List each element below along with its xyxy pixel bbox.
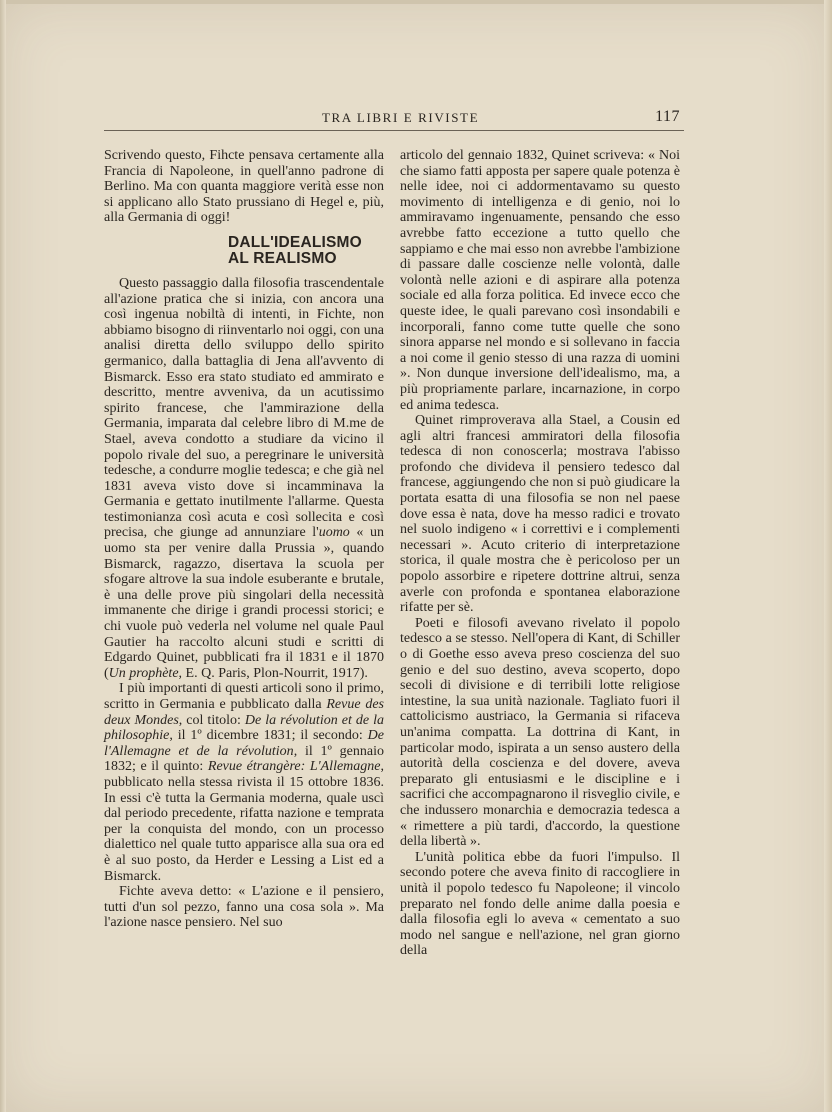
paragraph [104, 276, 384, 681]
paragraph: articolo del gennaio 1832, Quinet scriveva: « Noi che siamo fatti apposta per sapere quale potenza è nelle idee, noi ci addormentavamo su questo movimento di intelligenza e di genio, noi lo ammiravamo ingenuamente, pensando che esso avrebbe fatto eccezione a tutto quello che sappiamo e che mai esso non avrebbe l'ambizione di passare dalle coscienze nelle volontà, dalle volontà nelle azioni e di aspirare alla potenza sociale ed alla forza politica. Ed invece ecco che queste idee, le quali parevano così insondabili e incorporali, fanno come tutte quelle che sono sinora apparse nel mondo e si sollevano in faccia a noi come il genio stesso di una razza di uomini ». Non dunque inversione dell'idealismo, ma, a più propriamente parlare, incarnazione, in corpo ed anima tedesca. [400, 148, 680, 413]
paragraph: Fichte aveva detto: « L'azione e il pensiero, tutti d'un sol pezzo, fanno una cosa sola ». Ma l'azione nasce pensiero. Nel suo [104, 884, 384, 931]
italic-text: De la révolution et de la philosophie [104, 712, 384, 744]
italic-text: uomo [318, 525, 350, 541]
italic-text: De l'Allemagne et de la révolution [104, 728, 384, 759]
text-run: , il 1º gennaio 1832; e il quinto: [104, 743, 385, 775]
page-right-edge [824, 0, 832, 1112]
text-run: , col titolo: [178, 712, 245, 728]
page-top-edge [0, 0, 832, 4]
text-run: , il 1º dicembre 1831; il secondo: [169, 728, 368, 744]
section-heading: DALL'IDEALISMO AL REALISMO [228, 233, 362, 267]
page-left-edge [0, 0, 6, 1112]
paragraph: L'unità politica ebbe da fuori l'impulso. Il secondo potere che aveva finito di raccogliere in unità il popolo tedesco fu Napoleone; il vincolo preparato nel fondo delle anime dalla poesia e dalla filosofia egli lo aveva « cementato a suo modo nel sangue e nell'azione, nel gran giorno della [400, 849, 680, 959]
italic-text: Revue des deux Mondes [104, 697, 385, 728]
italic-text: Un prophète [108, 665, 179, 681]
text-run: Questo passaggio dalla filosofia trascendentale all'azione pratica che si inizia, con ancora una così ingenua nobiltà di intenti, in Fichte, non abbiamo bisogno di riinventarlo noi oggi, con una analisi diretta dello sviluppo dello spirito germanico, dalla battaglia di Jena all'avvento di Bismarck. Esso era stato studiato ed ammirato e descritto, mentre avveniva, da un acutissimo spirito francese, che l'ammirazione della Germania, imparata dal celebre libro di M.me de Stael, aveva condotto a studiare da vicino il popolo rivale del suo, a peregrinare le università tedesche, a condurre moglie tedesca; e che già nel 1831 aveva visto dove si incamminava la Germania e gettato inutilmente l'allarme. Questa testimonianza così acuta e così sollecita e così precisa, che giunge ad annunziare l' [104, 275, 384, 541]
right-column [400, 148, 680, 959]
left-column [104, 148, 384, 931]
page-header [104, 108, 684, 131]
paragraph: Poeti e filosofi avevano rivelato il popolo tedesco a se stesso. Nell'opera di Kant, di Schiller o di Goethe esso aveva preso coscienza del suo genio e del suo destino, aveva scoperto, dopo secoli di divisione e di terribili lotte religiose intestine, la sua unità nazionale. Tagliato fuori il cattolicismo austriaco, la Germania si rifaceva un'anima compatta. La dottrina di Kant, in particolar modo, ispirata a un senso austero della autorità della coscienza e del dovere, aveva preparato gli entusiasmi e le discipline e i sacrifici che accompagnarono il risveglio civile, e che indussero monarchia e democrazia tedesca a « rimettere a più tardi, d'accordo, la questione della libertà ». [400, 615, 680, 850]
paragraph: Scrivendo questo, Fihcte pensava certamente alla Francia di Napoleone, in quell'anno padrone di Berlino. Ma con quanta maggiore verità esse non si applicano allo Stato prussiano di Hegel e, più, alla Germania di oggi! [104, 148, 384, 226]
italic-text: Revue étrangère: L'Allemagne [207, 759, 381, 775]
running-head: TRA LIBRI E RIVISTE [322, 110, 480, 125]
text-run: , E. Q. Paris, Plon-Nourrit, 1917). [178, 665, 368, 681]
text-run: « un uomo sta per venire dalla Prussia », quando Bismarck, ragazzo, disertava la scuola per sfogare altrove la sua indole esuberante e brutale, è una delle prove più singolari della necessità immanente che dirige i grandi processi storici; e chi vuole può vederla nel volume nel quale Paul Gautier ha raccolto alcuni studi e scritti di Edgardo Quinet, pubblicati fra il 1831 e il 1870 ( [104, 525, 384, 681]
text-run: , pubblicato nella stessa rivista il 15 ottobre 1836. In essi c'è tutta la Germania moderna, quale uscì dal periodo precedente, rifatta nazione e temprata per la conquista del mondo, con un processo dialettico nel quale tutto apparisce alla sua ora ed è al suo posto, da Herder e Lessing a List ed a Bismarck. [104, 759, 384, 884]
paragraph: Quinet rimproverava alla Stael, a Cousin ed agli altri francesi ammiratori della filosofia tedesca di non conoscerla; mostrava l'abisso profondo che divideva il pensiero tedesco dal francese, aggiungendo che non si può giudicare la portata esatta di una filosofia se non nel paese dove essa è nata, dove ha messo radici e trovato nel suolo indigeno « i correttivi e i complementi necessari ». Acuto criterio di interpretazione storica, il quale mostra che è pericoloso per un popolo assorbire e ripetere dottrine altrui, senza averle con profonda e spontanea elaborazione rifatte per sè. [400, 413, 680, 616]
text-run: I più importanti di questi articoli sono il primo, scritto in Germania e pubblicato dalla [104, 681, 384, 712]
page-number: 117 [655, 108, 680, 125]
paragraph [104, 681, 384, 884]
